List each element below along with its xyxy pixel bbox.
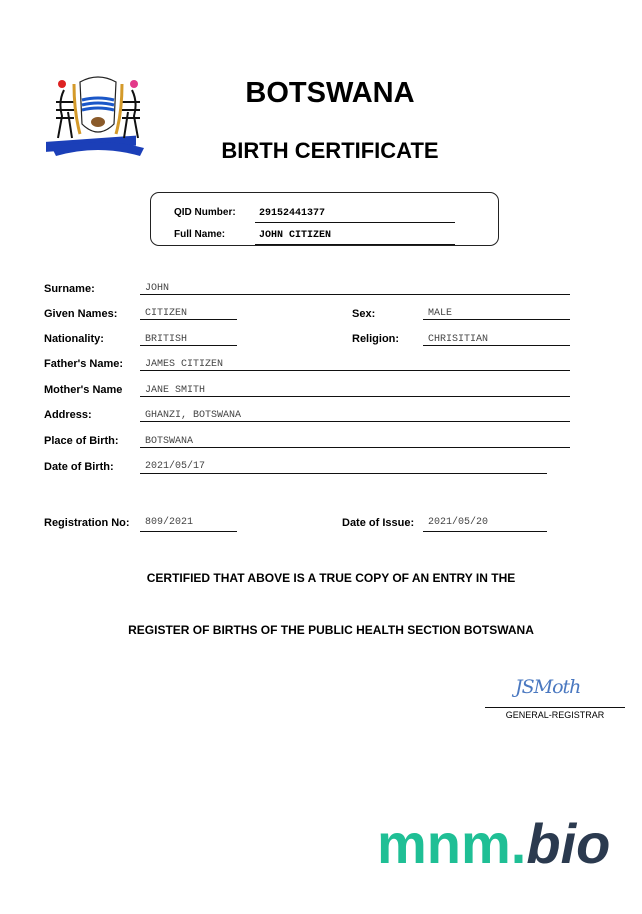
sex-label: Sex: [352,308,376,320]
certification-line-2: REGISTER OF BIRTHS OF THE PUBLIC HEALTH SECTION BOTSWANA [128,623,534,637]
father-underline [140,370,570,371]
surname-label: Surname: [44,283,95,295]
given-names-label: Given Names: [44,308,118,320]
registrar-signature: JSMoth [515,676,581,698]
place-of-birth-label: Place of Birth: [44,435,119,447]
religion-underline [423,345,570,346]
nationality-underline [140,345,237,346]
given-names-value: CITIZEN [145,308,188,319]
father-label: Father's Name: [44,358,124,370]
country-title: BOTSWANA [245,77,415,109]
full-name-underline [255,244,455,245]
date-of-issue-value: 2021/05/20 [428,517,489,528]
certification-line-1: CERTIFIED THAT ABOVE IS A TRUE COPY OF AN ENTRY IN THE [146,571,516,585]
address-underline [140,421,570,422]
date-of-birth-underline [140,473,547,474]
religion-value: CHRISITIAN [428,334,489,345]
date-of-birth-label: Date of Birth: [44,461,114,473]
mother-value: JANE SMITH [145,385,206,396]
date-of-issue-label: Date of Issue: [342,517,415,529]
father-value: JAMES CITIZEN [145,359,224,370]
mother-underline [140,396,570,397]
registration-no-underline [140,531,237,532]
nationality-value: BRITISH [145,334,188,345]
qid-label: QID Number: [174,207,236,218]
signature-line [485,707,625,708]
registration-no-value: 809/2021 [145,517,194,528]
surname-underline [140,294,570,295]
religion-label: Religion: [352,333,400,345]
registration-no-label: Registration No: [44,517,130,529]
signature-title: GENERAL-REGISTRAR [505,710,605,720]
watermark-part-2: bio [526,812,611,875]
date-of-issue-underline [423,531,547,532]
address-value: GHANZI, BOTSWANA [145,410,242,421]
watermark-part-1: mnm. [377,812,527,875]
given-names-underline [140,319,237,320]
sex-underline [423,319,570,320]
nationality-label: Nationality: [44,333,104,345]
qid-value: 29152441377 [259,208,326,219]
qid-underline [255,222,455,223]
place-of-birth-value: BOTSWANA [145,436,194,447]
sex-value: MALE [428,308,453,319]
place-of-birth-underline [140,447,570,448]
full-name-value: JOHN CITIZEN [259,230,332,241]
full-name-label: Full Name: [174,229,226,240]
surname-value: JOHN [145,283,170,294]
watermark-logo [377,812,610,876]
document-title: BIRTH CERTIFICATE [221,138,439,163]
mother-label: Mother's Name [44,384,123,396]
address-label: Address: [44,409,92,421]
date-of-birth-value: 2021/05/17 [145,461,206,472]
